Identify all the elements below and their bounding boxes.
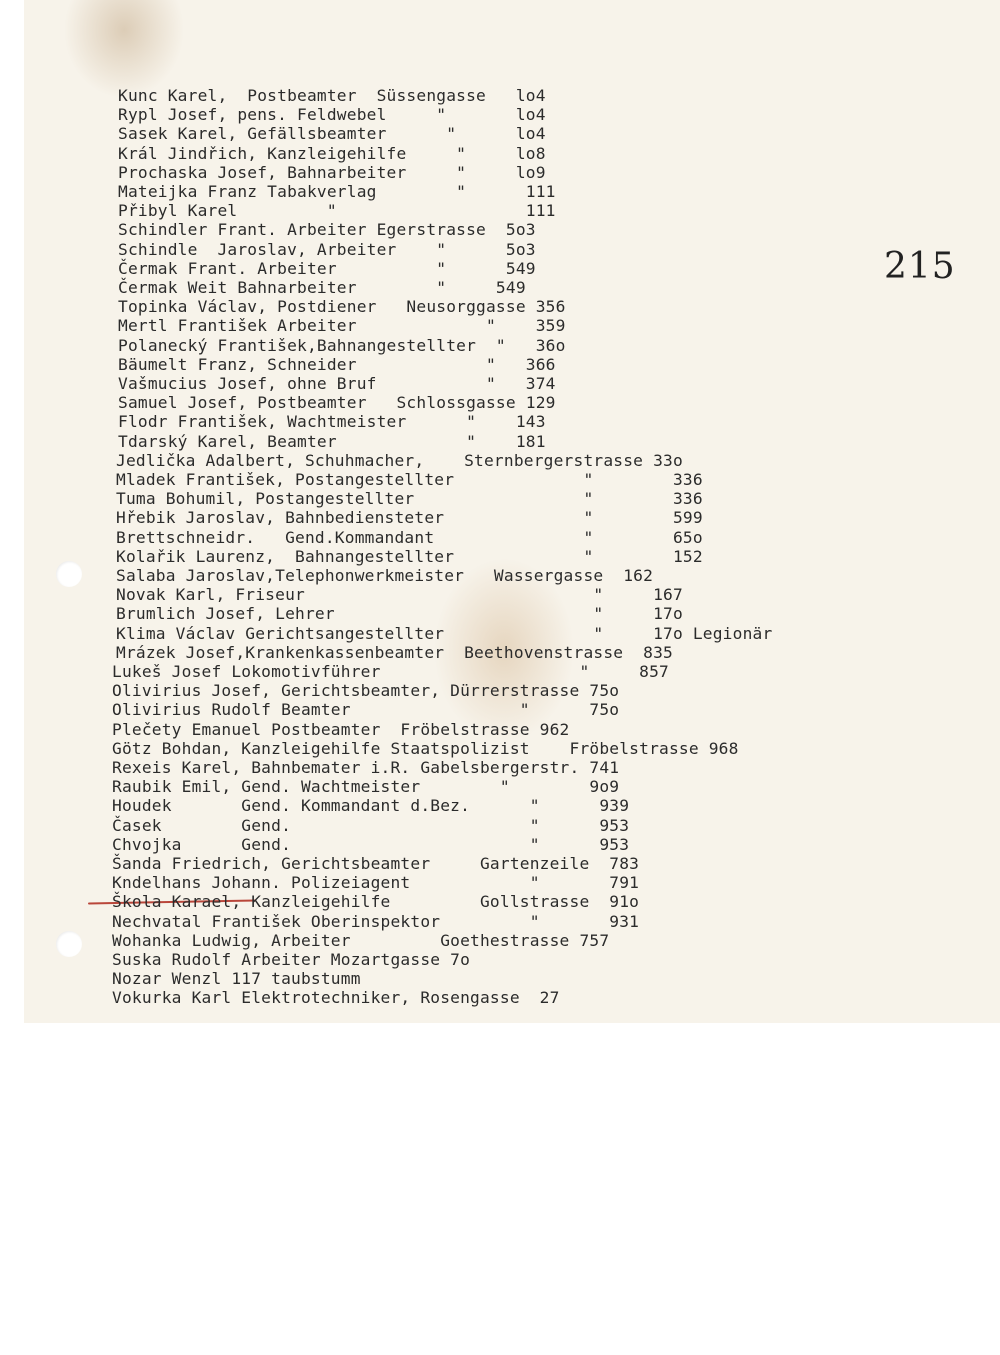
list-row: Přibyl Karel " 111 — [118, 201, 556, 221]
list-row: Houdek Gend. Kommandant d.Bez. " 939 — [112, 796, 630, 816]
list-row: Prochaska Josef, Bahnarbeiter " lo9 — [118, 162, 546, 182]
list-row: Polanecký František,Bahnangestellter " 36o — [118, 335, 566, 355]
list-row: Hřebik Jaroslav, Bahnbediensteter " 599 — [116, 508, 703, 528]
list-row: Schindle Jaroslav, Arbeiter " 5o3 — [118, 239, 536, 259]
list-row: Raubik Emil, Gend. Wachtmeister " 9o9 — [112, 777, 620, 797]
list-row: Samuel Josef, Postbeamter Schlossgasse 129 — [118, 393, 556, 413]
list-row: Brettschneidr. Gend.Kommandant " 65o — [116, 527, 703, 547]
list-row: Plečety Emanuel Postbeamter Fröbelstrasse 962 — [112, 719, 570, 739]
list-row: Vašmucius Josef, ohne Bruf " 374 — [118, 374, 556, 393]
list-row: Salaba Jaroslav,Telephonwerkmeister Wassergasse 162 — [116, 566, 654, 585]
punch-hole-upper — [56, 561, 82, 587]
list-row: Schindler Frant. Arbeiter Egerstrasse 5o3 — [118, 220, 536, 240]
list-row: Flodr František, Wachtmeister " 143 — [118, 412, 546, 432]
list-row: Klima Václav Gerichtsangestellter " 17o Legionär — [116, 623, 773, 643]
list-row: Suska Rudolf Arbeiter Mozartgasse 7o — [112, 950, 471, 969]
list-row: Nechvatal František Oberinspektor " 931 — [112, 911, 640, 931]
list-row: Mrázek Josef,Krankenkassenbeamter Beethovenstrasse 835 — [116, 642, 673, 662]
list-row: Mladek František, Postangestellter " 336 — [116, 470, 703, 489]
list-row: Brumlich Josef, Lehrer " 17o — [116, 604, 683, 624]
list-row: Wohanka Ludwig, Arbeiter Goethestrasse 757 — [112, 930, 610, 950]
list-row: Král Jindřich, Kanzleigehilfe " lo8 — [118, 143, 546, 163]
list-row: Nozar Wenzl 117 taubstumm — [112, 969, 361, 989]
list-row: Olivirius Josef, Gerichtsbeamter, Dürrerstrasse 75o — [112, 681, 620, 701]
list-row: Vokurka Karl Elektrotechniker, Rosengasse 27 — [112, 988, 560, 1008]
list-row: Kolařik Laurenz, Bahnangestellter " 152 — [116, 546, 703, 566]
list-row: Olivirius Rudolf Beamter " 75o — [112, 700, 620, 720]
list-row: Rexeis Karel, Bahnbemater i.R. Gabelsbergerstr. 741 — [112, 758, 620, 777]
list-row: Kunc Karel, Postbeamter Süssengasse lo4 — [118, 86, 546, 105]
list-row: Kndelhans Johann. Polizeiagent " 791 — [112, 873, 640, 893]
list-row: Mateijka Franz Tabakverlag " 111 — [118, 182, 556, 201]
list-row: Šanda Friedrich, Gerichtsbeamter Gartenzeile 783 — [112, 854, 640, 873]
list-row: Škola Karael, Kanzleigehilfe Gollstrasse 91o — [112, 892, 640, 912]
list-row: Mertl František Arbeiter " 359 — [118, 316, 566, 336]
list-row: Götz Bohdan, Kanzleigehilfe Staatspolizist Fröbelstrasse 968 — [112, 738, 739, 758]
list-row: Tdarský Karel, Beamter " 181 — [118, 431, 546, 451]
list-row: Tuma Bohumil, Postangestellter " 336 — [116, 489, 703, 509]
list-row: Bäumelt Franz, Schneider " 366 — [118, 354, 556, 374]
list-row: Topinka Václav, Postdiener Neusorggasse 356 — [118, 297, 566, 317]
list-row: Čermak Weit Bahnarbeiter " 549 — [118, 278, 526, 297]
list-row: Lukeš Josef Lokomotivführer " 857 — [112, 662, 669, 681]
list-row: Chvojka Gend. " 953 — [112, 834, 630, 854]
list-row: Časek Gend. " 953 — [112, 815, 630, 835]
list-row: Rypl Josef, pens. Feldwebel " lo4 — [118, 105, 546, 125]
list-row: Novak Karl, Friseur " 167 — [116, 585, 683, 605]
list-row: Jedlička Adalbert, Schuhmacher, Sternbergerstrasse 33o — [116, 450, 683, 470]
page-number: 215 — [884, 246, 956, 287]
list-row: Čermak Frant. Arbeiter " 549 — [118, 258, 536, 278]
punch-hole-lower — [56, 931, 82, 957]
list-row: Sasek Karel, Gefällsbeamter " lo4 — [118, 124, 546, 144]
